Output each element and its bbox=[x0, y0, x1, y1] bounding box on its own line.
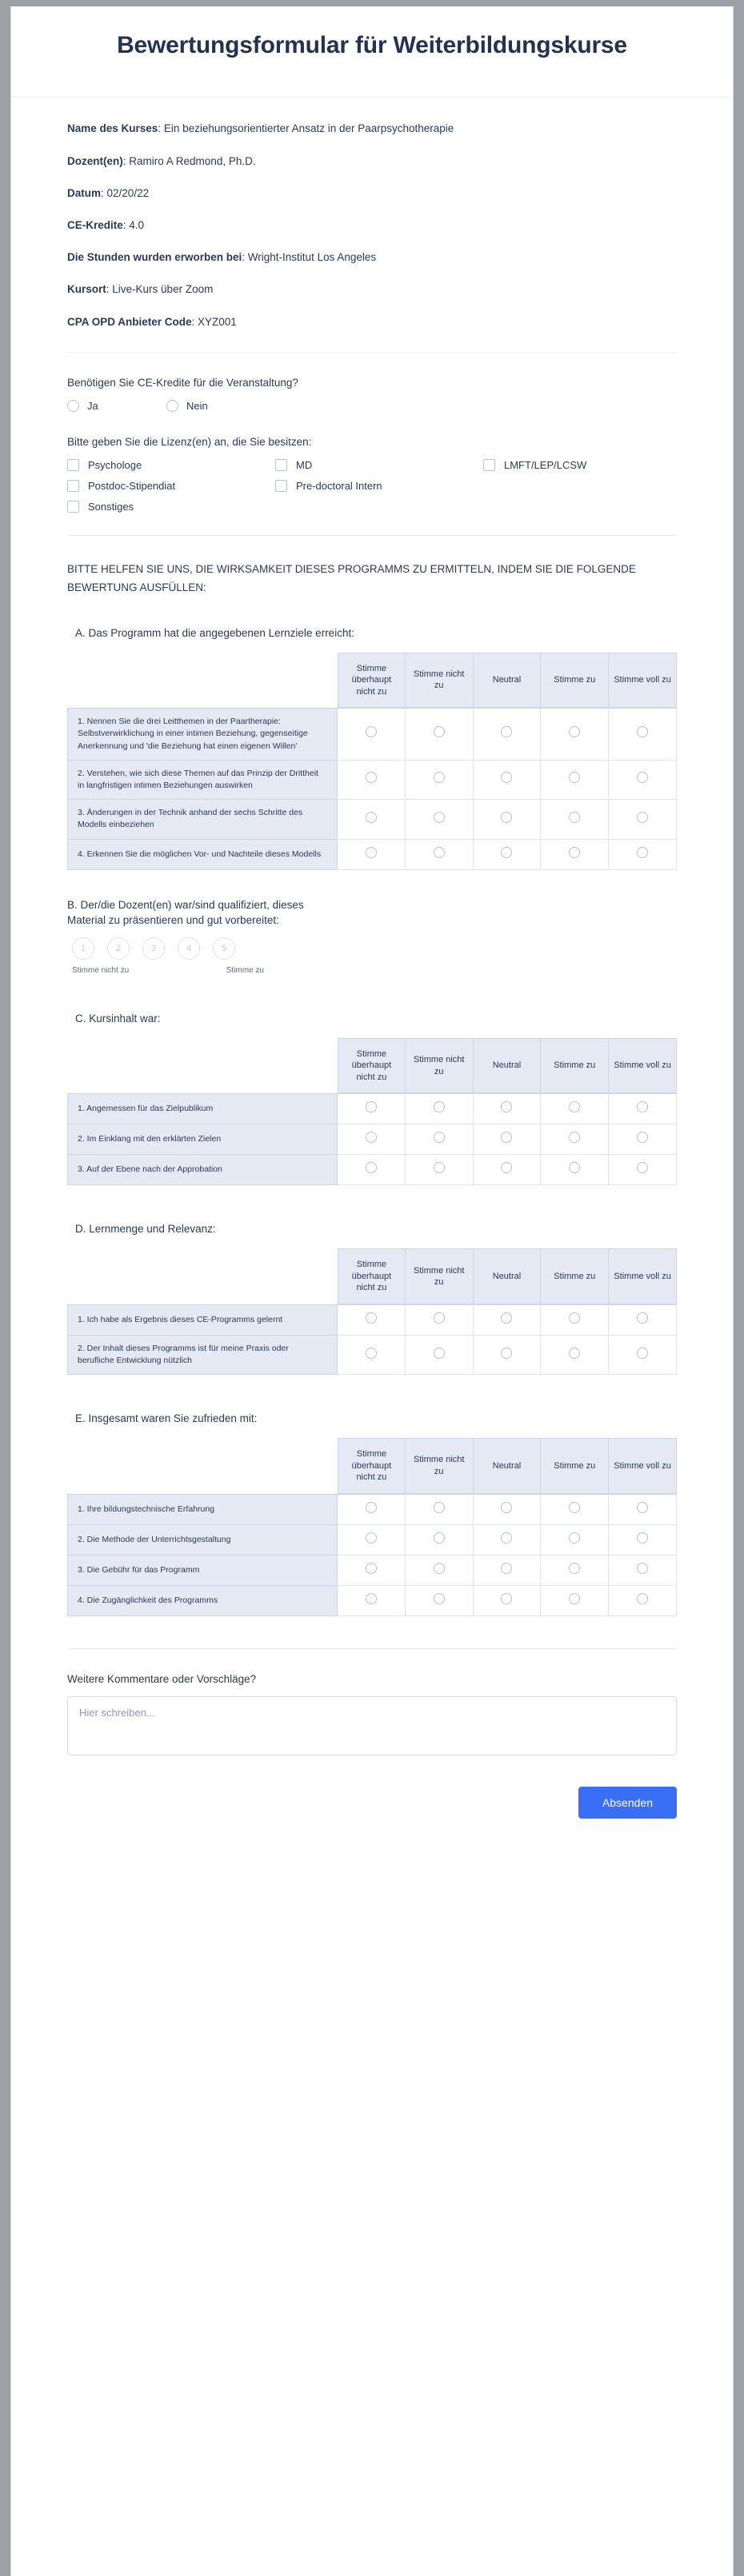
matrix-radio-cell[interactable] bbox=[609, 1525, 677, 1556]
matrix-radio-cell[interactable] bbox=[406, 1304, 474, 1336]
matrix-radio-cell[interactable] bbox=[609, 1556, 677, 1586]
matrix-radio-cell[interactable] bbox=[609, 1336, 677, 1375]
matrix-radio-cell[interactable] bbox=[541, 761, 609, 800]
matrix-row-label: 4. Die Zugänglichkeit des Programms bbox=[67, 1586, 338, 1616]
checkbox-square-icon[interactable] bbox=[67, 480, 79, 492]
meta-value: Ein beziehungsorientierter Ansatz in der Paarpsychotherapie bbox=[163, 122, 454, 135]
meta-value: Wright-Institut Los Angeles bbox=[247, 251, 377, 264]
meta-separator: : bbox=[101, 186, 107, 199]
radio-circle-icon[interactable] bbox=[501, 1101, 512, 1112]
matrix-row bbox=[67, 840, 677, 870]
radio-circle-icon[interactable] bbox=[637, 1593, 648, 1604]
matrix-column-header: Stimme voll zu bbox=[609, 653, 677, 709]
matrix-radio-cell[interactable] bbox=[338, 1155, 406, 1185]
matrix-row-label: 1. Angemessen für das Zielpublikum bbox=[67, 1093, 338, 1124]
radio-circle-icon[interactable] bbox=[434, 772, 445, 783]
matrix-row-label: 1. Ihre bildungstechnische Erfahrung bbox=[67, 1494, 338, 1525]
matrix-radio-cell[interactable] bbox=[541, 800, 609, 839]
section-b-title: B. Der/die Dozent(en) war/sind qualifiziert, dieses Material zu präsentieren und gut vorbereitet: bbox=[67, 898, 304, 926]
section-b-scale-labels bbox=[72, 966, 264, 975]
scale-option-4[interactable]: 4 bbox=[178, 937, 200, 960]
matrix-row bbox=[67, 1525, 677, 1556]
checkbox-grid-filler bbox=[275, 501, 483, 513]
matrix-radio-cell[interactable] bbox=[474, 1586, 542, 1616]
radio-circle-icon[interactable] bbox=[366, 1593, 377, 1604]
matrix-corner-spacer bbox=[67, 1248, 338, 1304]
radio-circle-icon[interactable] bbox=[637, 1312, 648, 1324]
checkbox-grid-filler bbox=[483, 501, 691, 513]
meta-row bbox=[67, 315, 677, 329]
matrix-column-header: Neutral bbox=[474, 1438, 542, 1494]
section-c bbox=[11, 975, 733, 1185]
matrix-radio-cell[interactable] bbox=[406, 1494, 474, 1525]
ce-credits-label: Benötigen Sie CE-Kredite für die Veranstaltung? bbox=[67, 376, 298, 389]
radio-circle-icon[interactable] bbox=[434, 1348, 445, 1359]
checkbox-option-sonstiges[interactable] bbox=[67, 501, 275, 513]
radio-circle-icon[interactable] bbox=[434, 1312, 445, 1324]
meta-separator: : bbox=[158, 122, 164, 135]
radio-circle-icon[interactable] bbox=[569, 1312, 580, 1324]
matrix-radio-cell[interactable] bbox=[474, 840, 542, 870]
matrix-radio-cell[interactable] bbox=[541, 1556, 609, 1586]
radio-circle-icon[interactable] bbox=[637, 772, 648, 783]
radio-circle-icon[interactable] bbox=[434, 1502, 445, 1513]
matrix-row-label: 3. Die Gebühr für das Programm bbox=[67, 1556, 338, 1586]
matrix-row-label: 4. Erkennen Sie die möglichen Vor- und Nachteile dieses Modells bbox=[67, 840, 338, 870]
matrix-column-header: Stimme überhaupt nicht zu bbox=[338, 1438, 406, 1494]
evaluation-intro bbox=[11, 536, 733, 597]
radio-circle-icon[interactable] bbox=[569, 1593, 580, 1604]
checkbox-option-md[interactable] bbox=[275, 459, 483, 471]
matrix-radio-cell[interactable] bbox=[609, 1304, 677, 1336]
checkbox-option-psychologe[interactable] bbox=[67, 459, 275, 471]
matrix-radio-cell[interactable] bbox=[406, 840, 474, 870]
radio-circle-icon[interactable] bbox=[366, 1132, 377, 1143]
matrix-radio-cell[interactable] bbox=[474, 1093, 542, 1124]
radio-circle-icon[interactable] bbox=[501, 812, 512, 823]
matrix-radio-cell[interactable] bbox=[474, 1124, 542, 1155]
radio-circle-icon[interactable] bbox=[166, 400, 178, 412]
matrix-row bbox=[67, 1336, 677, 1375]
radio-circle-icon[interactable] bbox=[637, 1502, 648, 1513]
matrix-column-header: Neutral bbox=[474, 1248, 542, 1304]
matrix-row bbox=[67, 1304, 677, 1336]
license-question bbox=[11, 412, 733, 513]
meta-label: Name des Kurses bbox=[67, 122, 158, 135]
matrix-column-header: Stimme nicht zu bbox=[406, 1438, 474, 1494]
matrix-column-header: Neutral bbox=[474, 653, 542, 709]
matrix-column-header: Stimme überhaupt nicht zu bbox=[338, 1248, 406, 1304]
matrix-row-label: 2. Die Methode der Unterrichtsgestaltung bbox=[67, 1525, 338, 1556]
radio-circle-icon[interactable] bbox=[366, 1162, 377, 1173]
checkbox-option-label: Psychologe bbox=[88, 459, 142, 472]
radio-circle-icon[interactable] bbox=[569, 1502, 580, 1513]
matrix-row-label: 2. Verstehen, wie sich diese Themen auf das Prinzip der Drittheit in langfristigen intimen Beziehungen auswirken bbox=[67, 761, 338, 800]
radio-circle-icon[interactable] bbox=[366, 1312, 377, 1324]
matrix-header-row bbox=[67, 1248, 677, 1304]
radio-circle-icon[interactable] bbox=[434, 1593, 445, 1604]
matrix-radio-cell[interactable] bbox=[609, 1494, 677, 1525]
course-details bbox=[11, 98, 733, 329]
matrix-radio-cell[interactable] bbox=[541, 1155, 609, 1185]
checkbox-option-pre-doctoral-intern[interactable] bbox=[275, 480, 483, 492]
matrix-row-label: 3. Auf der Ebene nach der Approbation bbox=[67, 1155, 338, 1185]
matrix-radio-cell[interactable] bbox=[541, 1586, 609, 1616]
radio-option-nein[interactable] bbox=[166, 400, 266, 412]
radio-circle-icon[interactable] bbox=[637, 1101, 648, 1112]
radio-circle-icon[interactable] bbox=[501, 1563, 512, 1574]
matrix-radio-cell[interactable] bbox=[474, 1304, 542, 1336]
radio-circle-icon[interactable] bbox=[67, 400, 79, 412]
section-b bbox=[11, 870, 733, 975]
matrix-column-header: Stimme zu bbox=[541, 653, 609, 709]
radio-circle-icon[interactable] bbox=[501, 1312, 512, 1324]
radio-circle-icon[interactable] bbox=[501, 772, 512, 783]
radio-circle-icon[interactable] bbox=[434, 1532, 445, 1544]
evaluation-intro-text: BITTE HELFEN SIE UNS, DIE WIRKSAMKEIT DIESES PROGRAMMS ZU ERMITTELN, INDEM SIE DIE FOLGENDE BEWERTUNG AUSFÜLLEN: bbox=[67, 563, 636, 594]
scale-low-label: Stimme nicht zu bbox=[72, 965, 130, 975]
scale-high-label: Stimme zu bbox=[226, 965, 264, 975]
comments-label: Weitere Kommentare oder Vorschläge? bbox=[67, 1672, 257, 1685]
scale-option-5[interactable]: 5 bbox=[213, 937, 235, 960]
matrix-radio-cell[interactable] bbox=[474, 708, 542, 761]
section-a-matrix bbox=[67, 653, 677, 870]
section-d bbox=[11, 1185, 733, 1375]
matrix-radio-cell[interactable] bbox=[541, 1124, 609, 1155]
meta-row bbox=[67, 218, 677, 233]
comments-textarea[interactable] bbox=[67, 1696, 677, 1755]
matrix-row-label: 1. Ich habe als Ergebnis dieses CE-Programms gelernt bbox=[67, 1304, 338, 1336]
meta-row bbox=[67, 186, 677, 201]
matrix-radio-cell[interactable] bbox=[541, 1093, 609, 1124]
radio-circle-icon[interactable] bbox=[501, 1132, 512, 1143]
matrix-row bbox=[67, 1124, 677, 1155]
section-a bbox=[11, 597, 733, 870]
matrix-row bbox=[67, 761, 677, 800]
matrix-row bbox=[67, 800, 677, 839]
section-e bbox=[11, 1375, 733, 1615]
section-d-matrix bbox=[67, 1248, 677, 1375]
matrix-radio-cell[interactable] bbox=[474, 1336, 542, 1375]
radio-circle-icon[interactable] bbox=[434, 1101, 445, 1112]
matrix-radio-cell[interactable] bbox=[338, 1494, 406, 1525]
radio-circle-icon[interactable] bbox=[366, 1101, 377, 1112]
radio-circle-icon[interactable] bbox=[366, 1532, 377, 1544]
checkbox-square-icon[interactable] bbox=[275, 480, 287, 492]
matrix-radio-cell[interactable] bbox=[609, 708, 677, 761]
section-c-matrix bbox=[67, 1038, 677, 1186]
matrix-radio-cell[interactable] bbox=[474, 1155, 542, 1185]
radio-circle-icon[interactable] bbox=[569, 1532, 580, 1544]
matrix-radio-cell[interactable] bbox=[406, 708, 474, 761]
meta-row bbox=[67, 282, 677, 297]
meta-label: Die Stunden wurden erworben bei bbox=[67, 251, 242, 264]
meta-separator: : bbox=[242, 251, 248, 264]
matrix-row-label: 2. Im Einklang mit den erklärten Zielen bbox=[67, 1124, 338, 1155]
matrix-column-header: Stimme nicht zu bbox=[406, 1038, 474, 1094]
radio-option-label: Nein bbox=[186, 400, 208, 413]
section-d-title: D. Lernmenge und Relevanz: bbox=[75, 1223, 216, 1236]
scale-option-2[interactable]: 2 bbox=[107, 937, 130, 960]
matrix-row bbox=[67, 1155, 677, 1185]
matrix-radio-cell[interactable] bbox=[609, 800, 677, 839]
matrix-header-row bbox=[67, 1038, 677, 1094]
matrix-radio-cell[interactable] bbox=[406, 1124, 474, 1155]
checkbox-option-label: MD bbox=[296, 459, 313, 472]
matrix-radio-cell[interactable] bbox=[338, 1336, 406, 1375]
checkbox-square-icon[interactable] bbox=[67, 501, 79, 513]
matrix-column-header: Stimme nicht zu bbox=[406, 653, 474, 709]
matrix-row-label: 1. Nennen Sie die drei Leitthemen in der Paartherapie: Selbstverwirklichung in einer intimen Beziehung, gegenseitige Anerkennung und 'die Beziehung hat einen eigenen Willen' bbox=[67, 708, 338, 761]
matrix-radio-cell[interactable] bbox=[541, 840, 609, 870]
matrix-radio-cell[interactable] bbox=[541, 708, 609, 761]
matrix-radio-cell[interactable] bbox=[338, 1556, 406, 1586]
ce-credits-question bbox=[11, 353, 733, 412]
meta-value: Live-Kurs über Zoom bbox=[112, 283, 214, 296]
matrix-column-header: Stimme zu bbox=[541, 1438, 609, 1494]
radio-circle-icon[interactable] bbox=[434, 1563, 445, 1574]
radio-circle-icon[interactable] bbox=[569, 812, 580, 823]
meta-label: Kursort bbox=[67, 283, 106, 296]
matrix-radio-cell[interactable] bbox=[609, 840, 677, 870]
meta-value: Ramiro A Redmond, Ph.D. bbox=[129, 154, 256, 167]
ce-credits-radio-group bbox=[67, 400, 677, 412]
matrix-radio-cell[interactable] bbox=[474, 1556, 542, 1586]
matrix-row bbox=[67, 1556, 677, 1586]
radio-circle-icon[interactable] bbox=[637, 847, 648, 858]
matrix-radio-cell[interactable] bbox=[541, 1304, 609, 1336]
matrix-radio-cell[interactable] bbox=[609, 1124, 677, 1155]
radio-circle-icon[interactable] bbox=[366, 1348, 377, 1359]
matrix-radio-cell[interactable] bbox=[338, 840, 406, 870]
radio-circle-icon[interactable] bbox=[366, 812, 377, 823]
scale-option-3[interactable]: 3 bbox=[142, 937, 165, 960]
matrix-radio-cell[interactable] bbox=[338, 1586, 406, 1616]
matrix-radio-cell[interactable] bbox=[474, 1494, 542, 1525]
matrix-column-header: Stimme zu bbox=[541, 1248, 609, 1304]
matrix-radio-cell[interactable] bbox=[474, 761, 542, 800]
radio-circle-icon[interactable] bbox=[637, 812, 648, 823]
matrix-column-header: Stimme voll zu bbox=[609, 1438, 677, 1494]
meta-label: Datum bbox=[67, 186, 102, 199]
matrix-row bbox=[67, 1586, 677, 1616]
checkbox-square-icon[interactable] bbox=[483, 459, 495, 471]
radio-circle-icon[interactable] bbox=[637, 726, 648, 737]
matrix-column-header: Stimme nicht zu bbox=[406, 1248, 474, 1304]
submit-row bbox=[11, 1759, 733, 1819]
matrix-header-row bbox=[67, 653, 677, 709]
matrix-radio-cell[interactable] bbox=[609, 761, 677, 800]
meta-label: CE-Kredite bbox=[67, 219, 123, 232]
matrix-column-header: Stimme zu bbox=[541, 1038, 609, 1094]
matrix-radio-cell[interactable] bbox=[338, 1304, 406, 1336]
radio-circle-icon[interactable] bbox=[366, 1502, 377, 1513]
section-e-title: E. Insgesamt waren Sie zufrieden mit: bbox=[75, 1412, 258, 1425]
matrix-radio-cell[interactable] bbox=[338, 1093, 406, 1124]
radio-circle-icon[interactable] bbox=[569, 726, 580, 737]
radio-option-label: Ja bbox=[87, 400, 98, 413]
form-page bbox=[10, 6, 734, 2576]
matrix-radio-cell[interactable] bbox=[406, 1093, 474, 1124]
meta-label: Dozent(en) bbox=[67, 154, 123, 167]
matrix-radio-cell[interactable] bbox=[406, 1336, 474, 1375]
section-c-title: C. Kursinhalt war: bbox=[75, 1012, 161, 1024]
radio-circle-icon[interactable] bbox=[637, 1563, 648, 1574]
radio-circle-icon[interactable] bbox=[366, 847, 377, 858]
meta-row bbox=[67, 250, 677, 265]
matrix-row bbox=[67, 708, 677, 761]
radio-circle-icon[interactable] bbox=[434, 847, 445, 858]
submit-button[interactable]: Absenden bbox=[578, 1787, 677, 1819]
radio-circle-icon[interactable] bbox=[366, 1563, 377, 1574]
radio-circle-icon[interactable] bbox=[434, 726, 445, 737]
meta-separator: : bbox=[122, 219, 130, 232]
matrix-radio-cell[interactable] bbox=[609, 1093, 677, 1124]
matrix-radio-cell[interactable] bbox=[338, 761, 406, 800]
meta-value: XYZ001 bbox=[198, 315, 237, 328]
checkbox-square-icon[interactable] bbox=[275, 459, 287, 471]
radio-circle-icon[interactable] bbox=[569, 1162, 580, 1173]
matrix-corner-spacer bbox=[67, 1438, 338, 1494]
matrix-corner-spacer bbox=[67, 1038, 338, 1094]
meta-row bbox=[67, 122, 677, 136]
window-top-chrome bbox=[0, 0, 744, 6]
checkbox-option-label: LMFT/LEP/LCSW bbox=[504, 459, 587, 472]
radio-circle-icon[interactable] bbox=[569, 1101, 580, 1112]
matrix-radio-cell[interactable] bbox=[406, 761, 474, 800]
checkbox-square-icon[interactable] bbox=[67, 459, 79, 471]
matrix-radio-cell[interactable] bbox=[338, 1124, 406, 1155]
matrix-radio-cell[interactable] bbox=[474, 800, 542, 839]
radio-circle-icon[interactable] bbox=[637, 1532, 648, 1544]
matrix-radio-cell[interactable] bbox=[609, 1155, 677, 1185]
matrix-radio-cell[interactable] bbox=[406, 800, 474, 839]
matrix-radio-cell[interactable] bbox=[406, 1525, 474, 1556]
radio-circle-icon[interactable] bbox=[501, 1348, 512, 1359]
matrix-radio-cell[interactable] bbox=[406, 1586, 474, 1616]
matrix-radio-cell[interactable] bbox=[474, 1525, 542, 1556]
radio-circle-icon[interactable] bbox=[569, 1348, 580, 1359]
checkbox-option-lmft-lep-lcsw[interactable] bbox=[483, 459, 691, 471]
scale-option-1[interactable]: 1 bbox=[72, 937, 94, 960]
radio-circle-icon[interactable] bbox=[501, 847, 512, 858]
meta-separator: : bbox=[122, 154, 130, 167]
radio-option-ja[interactable] bbox=[67, 400, 166, 412]
radio-circle-icon[interactable] bbox=[569, 847, 580, 858]
matrix-column-header: Stimme überhaupt nicht zu bbox=[338, 653, 406, 709]
matrix-radio-cell[interactable] bbox=[406, 1556, 474, 1586]
radio-circle-icon[interactable] bbox=[501, 1532, 512, 1544]
matrix-column-header: Stimme überhaupt nicht zu bbox=[338, 1038, 406, 1094]
radio-circle-icon[interactable] bbox=[501, 1502, 512, 1513]
matrix-radio-cell[interactable] bbox=[609, 1586, 677, 1616]
radio-circle-icon[interactable] bbox=[569, 1563, 580, 1574]
matrix-column-header: Stimme voll zu bbox=[609, 1038, 677, 1094]
radio-circle-icon[interactable] bbox=[637, 1162, 648, 1173]
radio-circle-icon[interactable] bbox=[366, 726, 377, 737]
radio-circle-icon[interactable] bbox=[637, 1132, 648, 1143]
matrix-radio-cell[interactable] bbox=[406, 1155, 474, 1185]
meta-value: 02/20/22 bbox=[106, 186, 150, 199]
form-header bbox=[11, 6, 733, 98]
matrix-header-row bbox=[67, 1438, 677, 1494]
radio-circle-icon[interactable] bbox=[569, 772, 580, 783]
page-title: Bewertungsformular für Weiterbildungskurse bbox=[117, 32, 627, 58]
radio-circle-icon[interactable] bbox=[501, 726, 512, 737]
matrix-row-label: 3. Änderungen in der Technik anhand der sechs Schritte des Modells einbeziehen bbox=[67, 800, 338, 839]
radio-circle-icon[interactable] bbox=[434, 812, 445, 823]
radio-circle-icon[interactable] bbox=[637, 1348, 648, 1359]
section-a-title: A. Das Programm hat die angegebenen Lernziele erreicht: bbox=[75, 626, 354, 639]
matrix-radio-cell[interactable] bbox=[541, 1494, 609, 1525]
matrix-column-header: Neutral bbox=[474, 1038, 542, 1094]
meta-label: CPA OPD Anbieter Code bbox=[67, 315, 192, 328]
matrix-radio-cell[interactable] bbox=[541, 1336, 609, 1375]
matrix-radio-cell[interactable] bbox=[338, 1525, 406, 1556]
matrix-radio-cell[interactable] bbox=[338, 708, 406, 761]
matrix-row-label: 2. Der Inhalt dieses Programms ist für meine Praxis oder berufliche Entwicklung nützlich bbox=[67, 1336, 338, 1375]
matrix-corner-spacer bbox=[67, 653, 338, 709]
checkbox-grid-filler bbox=[483, 480, 691, 492]
radio-circle-icon[interactable] bbox=[434, 1162, 445, 1173]
license-question-label: Bitte geben Sie die Lizenz(en) an, die Sie besitzen: bbox=[67, 436, 312, 449]
checkbox-option-label: Sonstiges bbox=[88, 501, 134, 513]
matrix-row bbox=[67, 1494, 677, 1525]
checkbox-option-label: Pre-doctoral Intern bbox=[296, 480, 382, 493]
radio-circle-icon[interactable] bbox=[501, 1593, 512, 1604]
checkbox-option-label: Postdoc-Stipendiat bbox=[88, 480, 176, 493]
meta-separator: : bbox=[106, 283, 113, 296]
meta-row bbox=[67, 154, 677, 169]
checkbox-option-postdoc-stipendiat[interactable] bbox=[67, 480, 275, 492]
matrix-column-header: Stimme voll zu bbox=[609, 1248, 677, 1304]
matrix-radio-cell[interactable] bbox=[541, 1525, 609, 1556]
radio-circle-icon[interactable] bbox=[434, 1132, 445, 1143]
radio-circle-icon[interactable] bbox=[569, 1132, 580, 1143]
section-b-scale-group bbox=[72, 937, 677, 960]
radio-circle-icon[interactable] bbox=[366, 772, 377, 783]
meta-value: 4.0 bbox=[129, 219, 145, 232]
radio-circle-icon[interactable] bbox=[501, 1162, 512, 1173]
matrix-radio-cell[interactable] bbox=[338, 800, 406, 839]
license-checkbox-group bbox=[67, 459, 677, 513]
meta-separator: : bbox=[191, 315, 198, 328]
section-e-matrix bbox=[67, 1438, 677, 1616]
comments-section bbox=[11, 1649, 733, 1759]
matrix-row bbox=[67, 1093, 677, 1124]
